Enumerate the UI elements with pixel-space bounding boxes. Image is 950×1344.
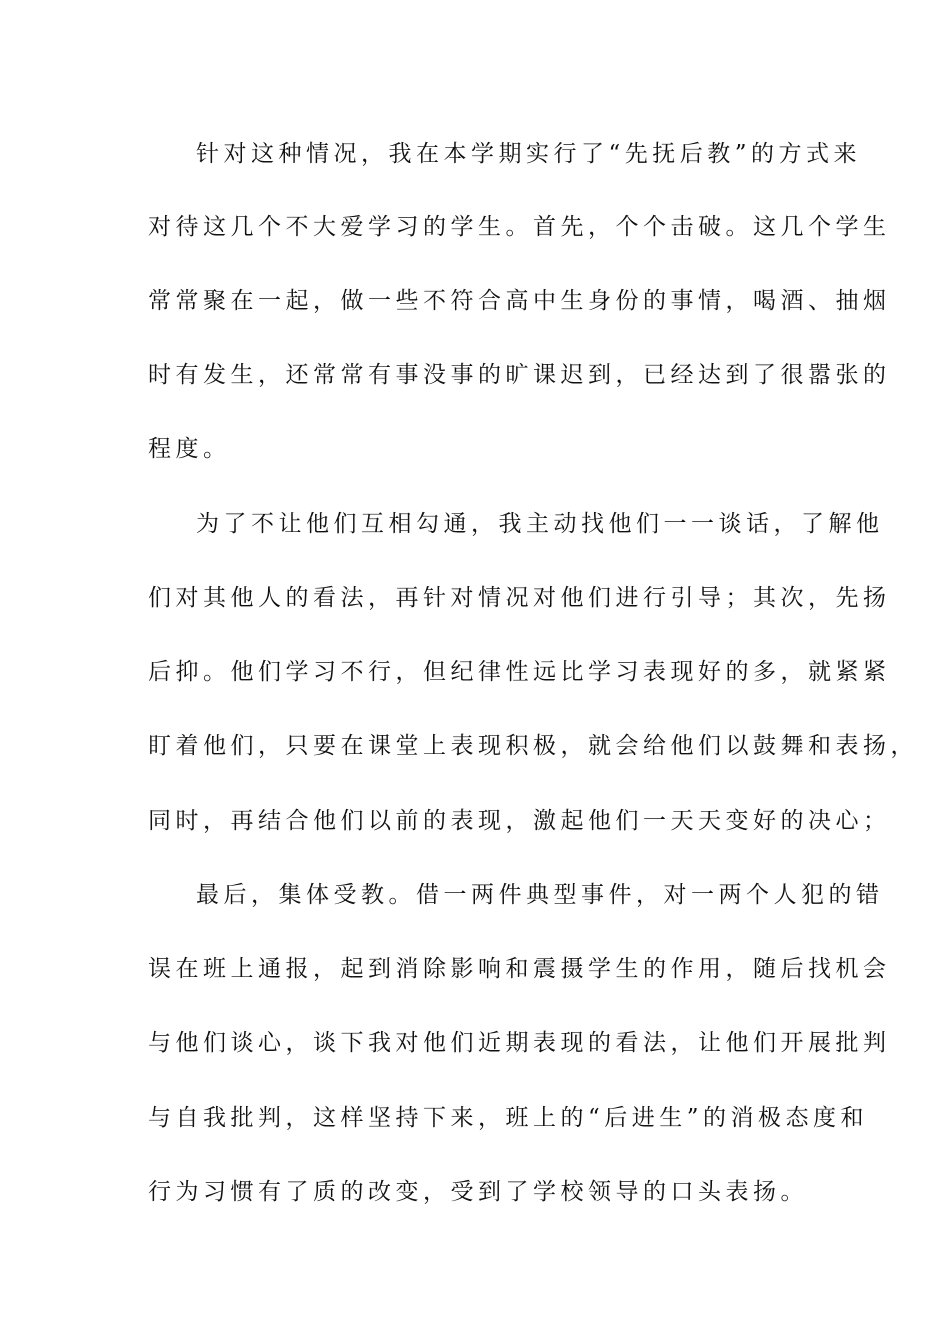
paragraph-1-line-3: 常常聚在一起，做一些不符合高中生身份的事情，喝酒、抽烟 (148, 288, 891, 314)
paragraph-3-line-1: 最后，集体受教。借一两件典型事件，对一两个人犯的错 (196, 882, 884, 908)
paragraph-3-line-2: 误在班上通报，起到消除影响和震摄学生的作用，随后找机会 (148, 956, 891, 982)
paragraph-2-line-3: 后抑。他们学习不行，但纪律性远比学习表现好的多，就紧紧 (148, 659, 891, 685)
paragraph-1-line-1: 针对这种情况，我在本学期实行了“先抚后教”的方式来 (196, 141, 862, 167)
paragraph-2-line-2: 们对其他人的看法，再针对情况对他们进行引导；其次，先扬 (148, 585, 891, 611)
paragraph-3-line-4: 与自我批判，这样坚持下来，班上的“后进生”的消极态度和 (148, 1105, 869, 1131)
paragraph-1-line-4: 时有发生，还常常有事没事的旷课迟到，已经达到了很嚣张的 (148, 362, 891, 388)
paragraph-1-line-2: 对待这几个不大爱学习的学生。首先，个个击破。这几个学生 (148, 214, 891, 240)
paragraph-3-line-5: 行为习惯有了质的改变，受到了学校领导的口头表扬。 (148, 1179, 808, 1205)
paragraph-3-line-3: 与他们谈心，谈下我对他们近期表现的看法，让他们开展批判 (148, 1030, 891, 1056)
paragraph-1-line-5: 程度。 (148, 436, 231, 462)
paragraph-2-line-5: 同时，再结合他们以前的表现，激起他们一天天变好的决心； (148, 808, 891, 834)
paragraph-2-line-4: 盯着他们，只要在课堂上表现积极，就会给他们以鼓舞和表扬， (148, 733, 918, 759)
paragraph-2-line-1: 为了不让他们互相勾通，我主动找他们一一谈话，了解他 (196, 511, 884, 537)
